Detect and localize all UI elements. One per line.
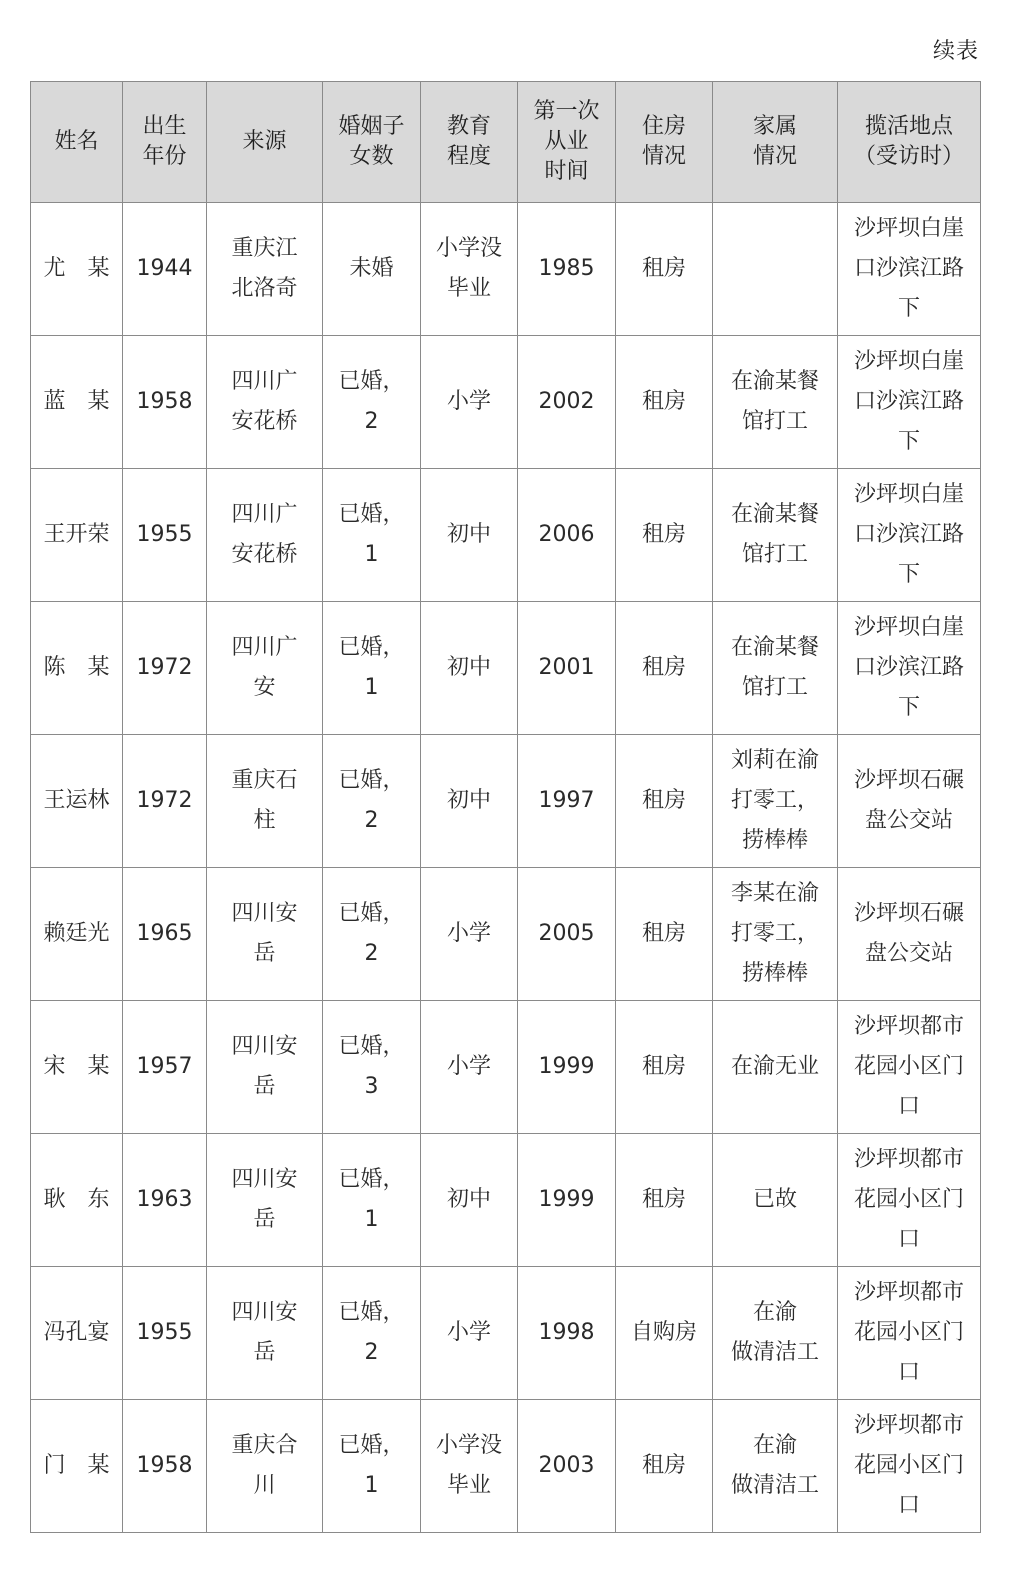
cell-education: 小学 xyxy=(421,1001,518,1134)
cell-first-work: 1998 xyxy=(518,1267,616,1400)
cell-origin: 重庆合 川 xyxy=(207,1400,323,1533)
cell-birth-year: 1944 xyxy=(123,203,207,336)
cell-housing: 自购房 xyxy=(616,1267,713,1400)
cell-family: 在渝 做清洁工 xyxy=(713,1267,838,1400)
cell-name: 赖廷光 xyxy=(31,868,123,1001)
header-education: 教育 程度 xyxy=(421,82,518,203)
cell-birth-year: 1957 xyxy=(123,1001,207,1134)
cell-origin: 四川安 岳 xyxy=(207,868,323,1001)
cell-education: 小学 xyxy=(421,336,518,469)
cell-education: 初中 xyxy=(421,1134,518,1267)
cell-education: 小学 xyxy=(421,868,518,1001)
table-row xyxy=(31,735,981,868)
header-origin: 来源 xyxy=(207,82,323,203)
cell-origin: 四川安 岳 xyxy=(207,1001,323,1134)
cell-name: 尤 某 xyxy=(31,203,123,336)
table-row xyxy=(31,868,981,1001)
table-row xyxy=(31,1001,981,1134)
cell-birth-year: 1955 xyxy=(123,469,207,602)
cell-location: 沙坪坝石碾 盘公交站 xyxy=(838,868,981,1001)
cell-housing: 租房 xyxy=(616,602,713,735)
cell-birth-year: 1972 xyxy=(123,735,207,868)
cell-name: 冯孔宴 xyxy=(31,1267,123,1400)
cell-name: 蓝 某 xyxy=(31,336,123,469)
cell-marriage: 已婚， 2 xyxy=(323,1267,421,1400)
cell-name: 王开荣 xyxy=(31,469,123,602)
workers-table xyxy=(30,81,981,1533)
header-first-work-year: 第一次 从业 时间 xyxy=(518,82,616,203)
cell-family: 在渝某餐 馆打工 xyxy=(713,336,838,469)
cell-marriage: 已婚， 1 xyxy=(323,1134,421,1267)
table-row xyxy=(31,1134,981,1267)
cell-first-work: 1999 xyxy=(518,1001,616,1134)
continued-label: 续表 xyxy=(932,39,979,64)
cell-first-work: 1999 xyxy=(518,1134,616,1267)
cell-marriage: 已婚， 3 xyxy=(323,1001,421,1134)
cell-location: 沙坪坝白崖 口沙滨江路 下 xyxy=(838,469,981,602)
table-row xyxy=(31,469,981,602)
header-work-location: 揽活地点 （受访时） xyxy=(838,82,981,203)
cell-education: 初中 xyxy=(421,735,518,868)
cell-education: 小学 xyxy=(421,1267,518,1400)
cell-first-work: 1985 xyxy=(518,203,616,336)
cell-name: 宋 某 xyxy=(31,1001,123,1134)
cell-family: 刘莉在渝 打零工， 捞棒棒 xyxy=(713,735,838,868)
cell-location: 沙坪坝白崖 口沙滨江路 下 xyxy=(838,203,981,336)
table-row xyxy=(31,602,981,735)
cell-first-work: 2005 xyxy=(518,868,616,1001)
header-name: 姓名 xyxy=(31,82,123,203)
table-row xyxy=(31,203,981,336)
cell-family: 李某在渝 打零工， 捞棒棒 xyxy=(713,868,838,1001)
cell-birth-year: 1955 xyxy=(123,1267,207,1400)
cell-name: 耿 东 xyxy=(31,1134,123,1267)
cell-housing: 租房 xyxy=(616,336,713,469)
cell-first-work: 1997 xyxy=(518,735,616,868)
cell-name: 门 某 xyxy=(31,1400,123,1533)
cell-housing: 租房 xyxy=(616,1001,713,1134)
cell-first-work: 2006 xyxy=(518,469,616,602)
header-housing: 住房 情况 xyxy=(616,82,713,203)
cell-birth-year: 1958 xyxy=(123,336,207,469)
cell-origin: 四川广 安花桥 xyxy=(207,469,323,602)
cell-education: 小学没 毕业 xyxy=(421,1400,518,1533)
cell-education: 初中 xyxy=(421,469,518,602)
cell-marriage: 未婚 xyxy=(323,203,421,336)
cell-origin: 四川广 安 xyxy=(207,602,323,735)
header-marriage-children: 婚姻子 女数 xyxy=(323,82,421,203)
cell-family: 在渝某餐 馆打工 xyxy=(713,602,838,735)
cell-marriage: 已婚， 1 xyxy=(323,1400,421,1533)
cell-origin: 四川广 安花桥 xyxy=(207,336,323,469)
cell-name: 王运林 xyxy=(31,735,123,868)
cell-location: 沙坪坝都市 花园小区门 口 xyxy=(838,1400,981,1533)
cell-marriage: 已婚， 2 xyxy=(323,336,421,469)
cell-marriage: 已婚， 2 xyxy=(323,868,421,1001)
cell-family xyxy=(713,203,838,336)
cell-origin: 四川安 岳 xyxy=(207,1134,323,1267)
table-row xyxy=(31,1400,981,1533)
cell-location: 沙坪坝白崖 口沙滨江路 下 xyxy=(838,602,981,735)
cell-birth-year: 1963 xyxy=(123,1134,207,1267)
cell-housing: 租房 xyxy=(616,735,713,868)
cell-origin: 四川安 岳 xyxy=(207,1267,323,1400)
header-row xyxy=(31,82,981,203)
cell-location: 沙坪坝都市 花园小区门 口 xyxy=(838,1267,981,1400)
cell-housing: 租房 xyxy=(616,1400,713,1533)
cell-education: 初中 xyxy=(421,602,518,735)
cell-family: 在渝某餐 馆打工 xyxy=(713,469,838,602)
cell-marriage: 已婚， 1 xyxy=(323,469,421,602)
cell-origin: 重庆石 柱 xyxy=(207,735,323,868)
cell-birth-year: 1972 xyxy=(123,602,207,735)
cell-marriage: 已婚， 1 xyxy=(323,602,421,735)
cell-first-work: 2001 xyxy=(518,602,616,735)
table-row xyxy=(31,1267,981,1400)
header-birth-year: 出生 年份 xyxy=(123,82,207,203)
cell-family: 在渝无业 xyxy=(713,1001,838,1134)
header-family: 家属 情况 xyxy=(713,82,838,203)
cell-housing: 租房 xyxy=(616,203,713,336)
cell-name: 陈 某 xyxy=(31,602,123,735)
cell-location: 沙坪坝都市 花园小区门 口 xyxy=(838,1001,981,1134)
cell-origin: 重庆江 北洛奇 xyxy=(207,203,323,336)
cell-housing: 租房 xyxy=(616,469,713,602)
cell-education: 小学没 毕业 xyxy=(421,203,518,336)
cell-first-work: 2003 xyxy=(518,1400,616,1533)
table-row xyxy=(31,336,981,469)
cell-marriage: 已婚， 2 xyxy=(323,735,421,868)
cell-family: 已故 xyxy=(713,1134,838,1267)
cell-birth-year: 1965 xyxy=(123,868,207,1001)
cell-location: 沙坪坝石碾 盘公交站 xyxy=(838,735,981,868)
cell-family: 在渝 做清洁工 xyxy=(713,1400,838,1533)
cell-first-work: 2002 xyxy=(518,336,616,469)
cell-housing: 租房 xyxy=(616,868,713,1001)
cell-birth-year: 1958 xyxy=(123,1400,207,1533)
cell-housing: 租房 xyxy=(616,1134,713,1267)
cell-location: 沙坪坝白崖 口沙滨江路 下 xyxy=(838,336,981,469)
cell-location: 沙坪坝都市 花园小区门 口 xyxy=(838,1134,981,1267)
